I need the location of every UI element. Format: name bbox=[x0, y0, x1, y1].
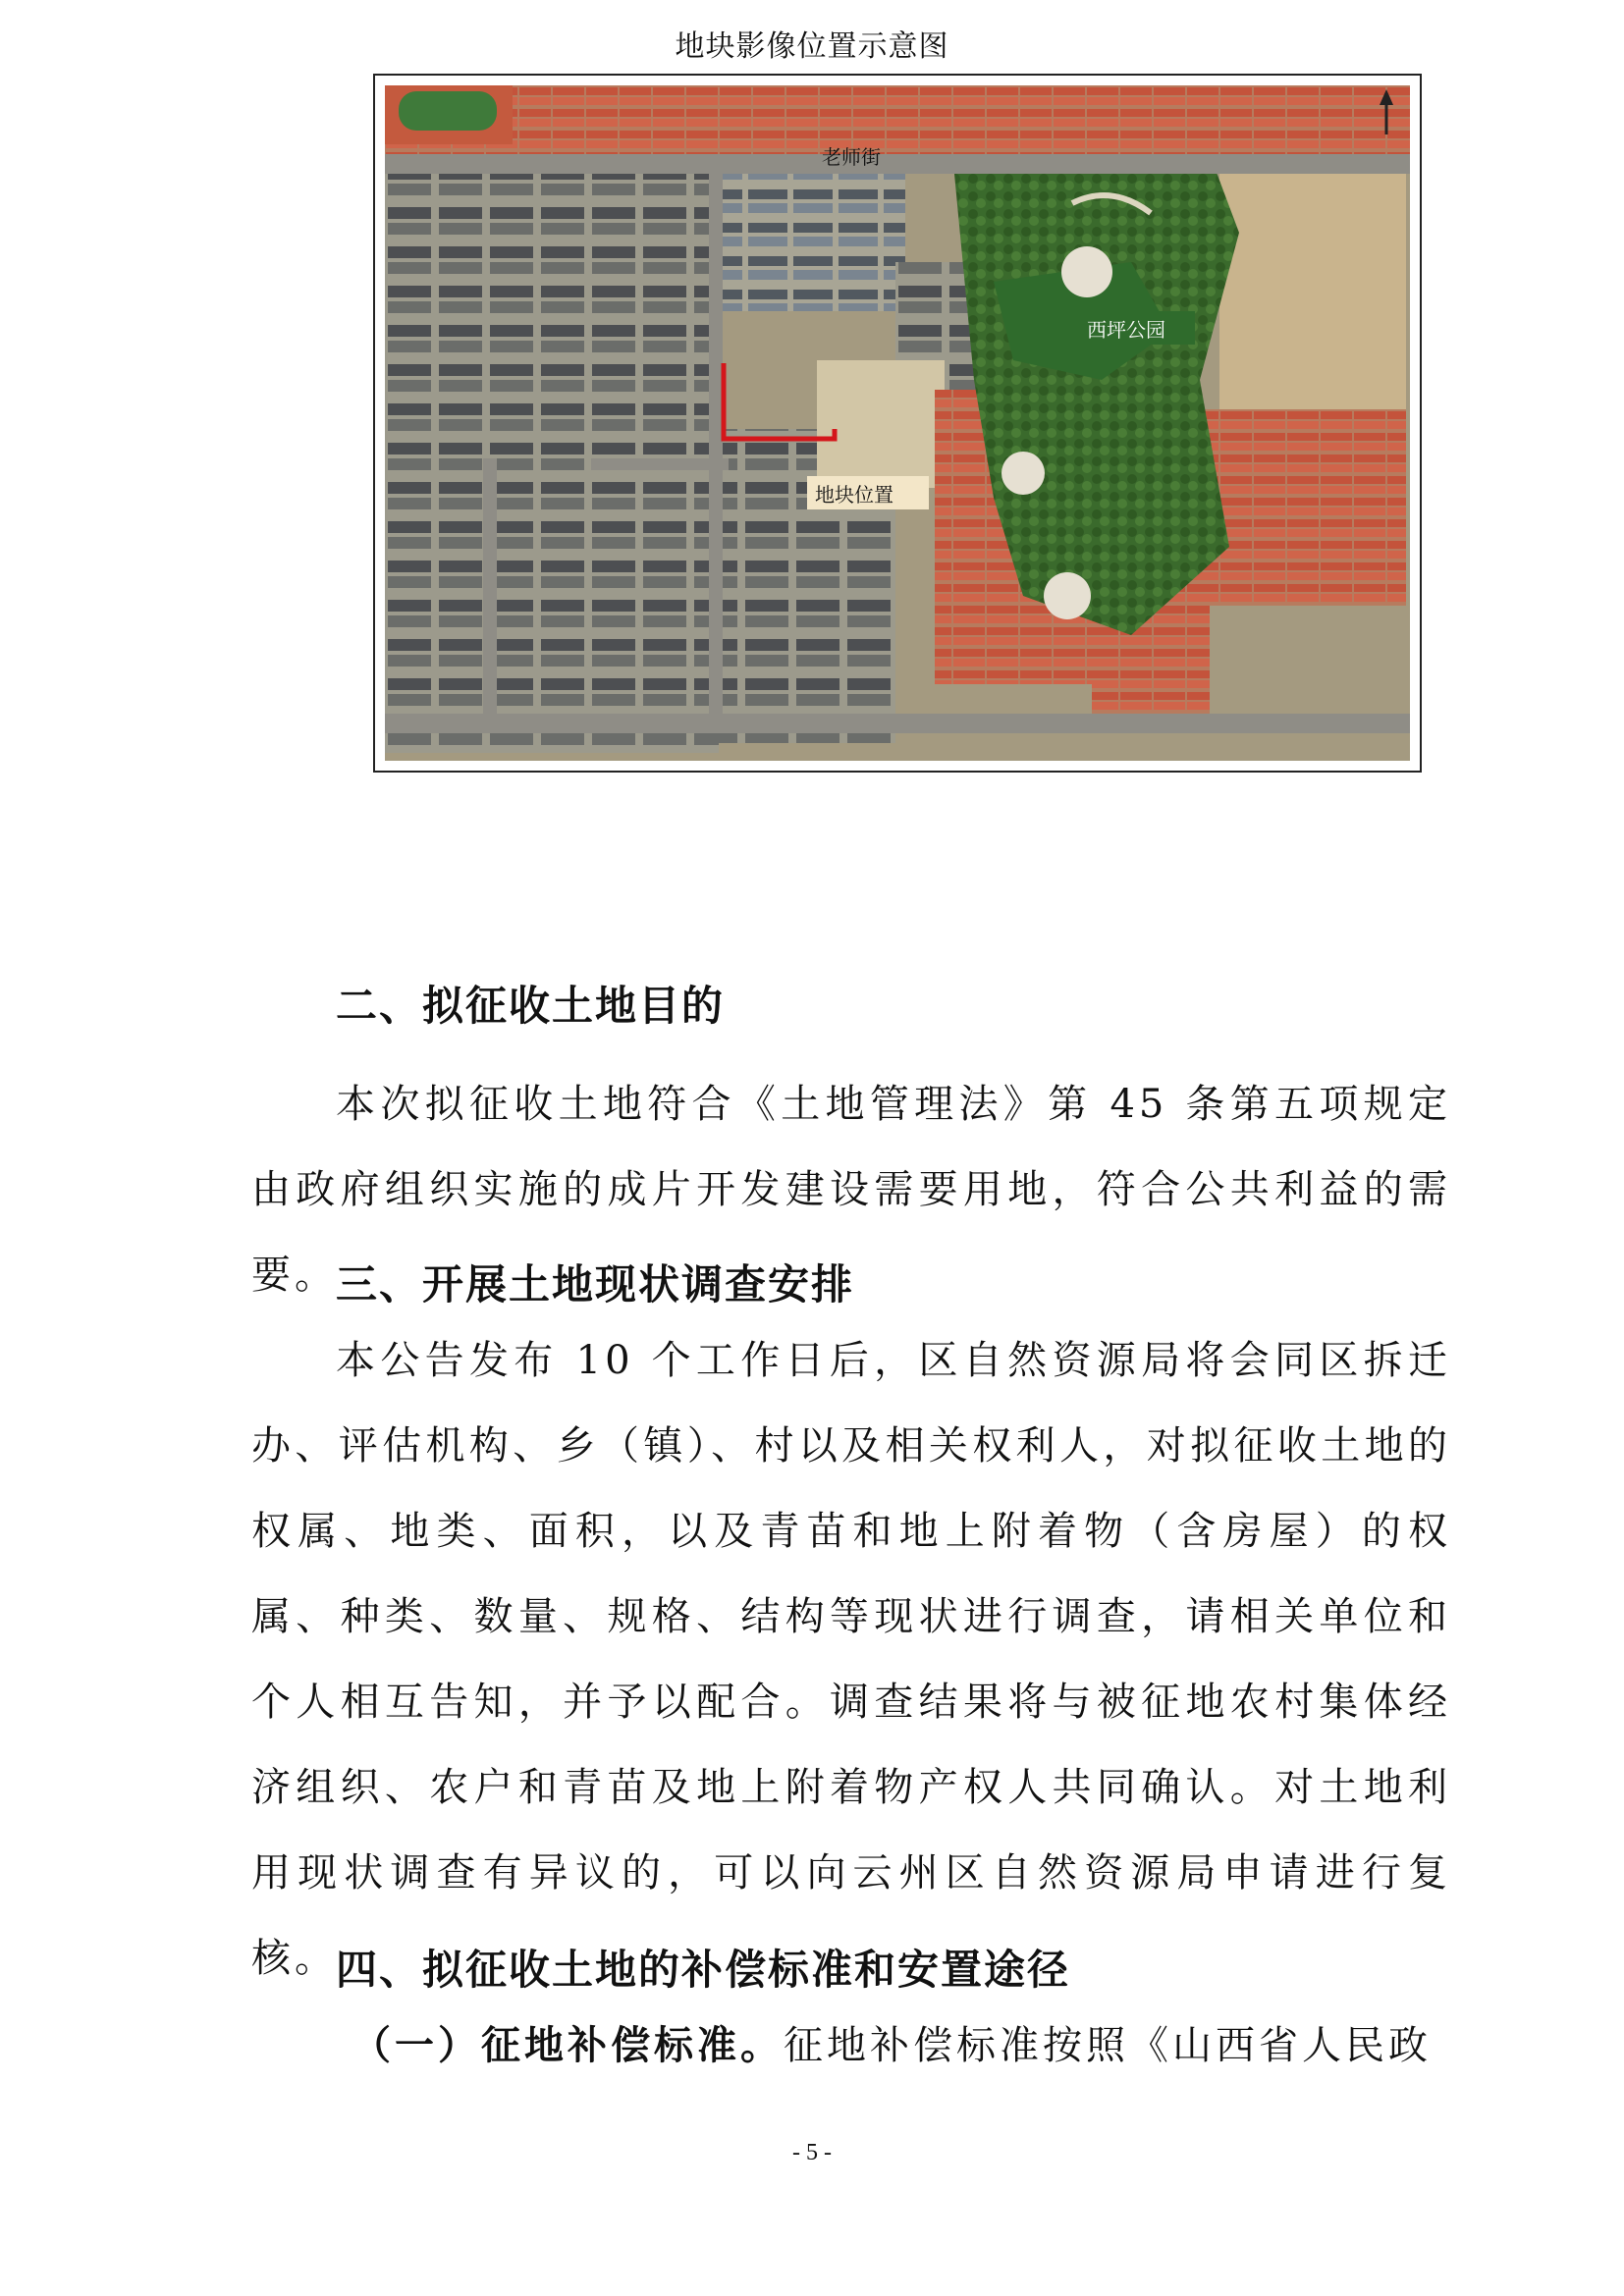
section-paragraph: 本公告发布 10 个工作日后，区自然资源局将会同区拆迁办、评估机构、乡（镇）、村以及相关权利人，对拟征收土地的权属、地类、面积，以及青苗和地上附着物（含房屋）的权属、种类、数量、规格、结构等现状进行调查，请相关单位和个人相互告知，并予以配合。调查结果将与被征地农村集体经济组织、农户和青苗及地上附着物产权人共同确认。对土地利用现状调查有异议的，可以向云州区自然资源局申请进行复核。 bbox=[251, 1338, 1451, 1981]
figure-caption: 地块影像位置示意图 bbox=[675, 29, 949, 64]
subheading: （一）征地补偿标准。 bbox=[352, 2023, 784, 2068]
section-paragraph: 本次拟征收土地符合《土地管理法》第 45 条第五项规定由政府组织实施的成片开发建设需要用地，符合公共利益的需要。 bbox=[251, 1082, 1451, 1298]
aerial-map-image bbox=[385, 85, 1410, 761]
section-heading: 二、拟征收土地目的 bbox=[336, 982, 726, 1030]
plot-label: 地块位置 bbox=[815, 483, 893, 507]
page-number: - 5 - bbox=[792, 2140, 832, 2165]
section-heading: 三、开展土地现状调查安排 bbox=[336, 1260, 855, 1308]
paragraph-text: 征地补偿标准按照《山西省人民政 bbox=[784, 2023, 1432, 2068]
park-label: 西坪公园 bbox=[1087, 318, 1165, 342]
section-paragraph bbox=[251, 2003, 1451, 2089]
street-label: 老师街 bbox=[822, 145, 881, 169]
section-heading: 四、拟征收土地的补偿标准和安置途径 bbox=[336, 1946, 1071, 1994]
aerial-map-frame bbox=[373, 74, 1422, 773]
